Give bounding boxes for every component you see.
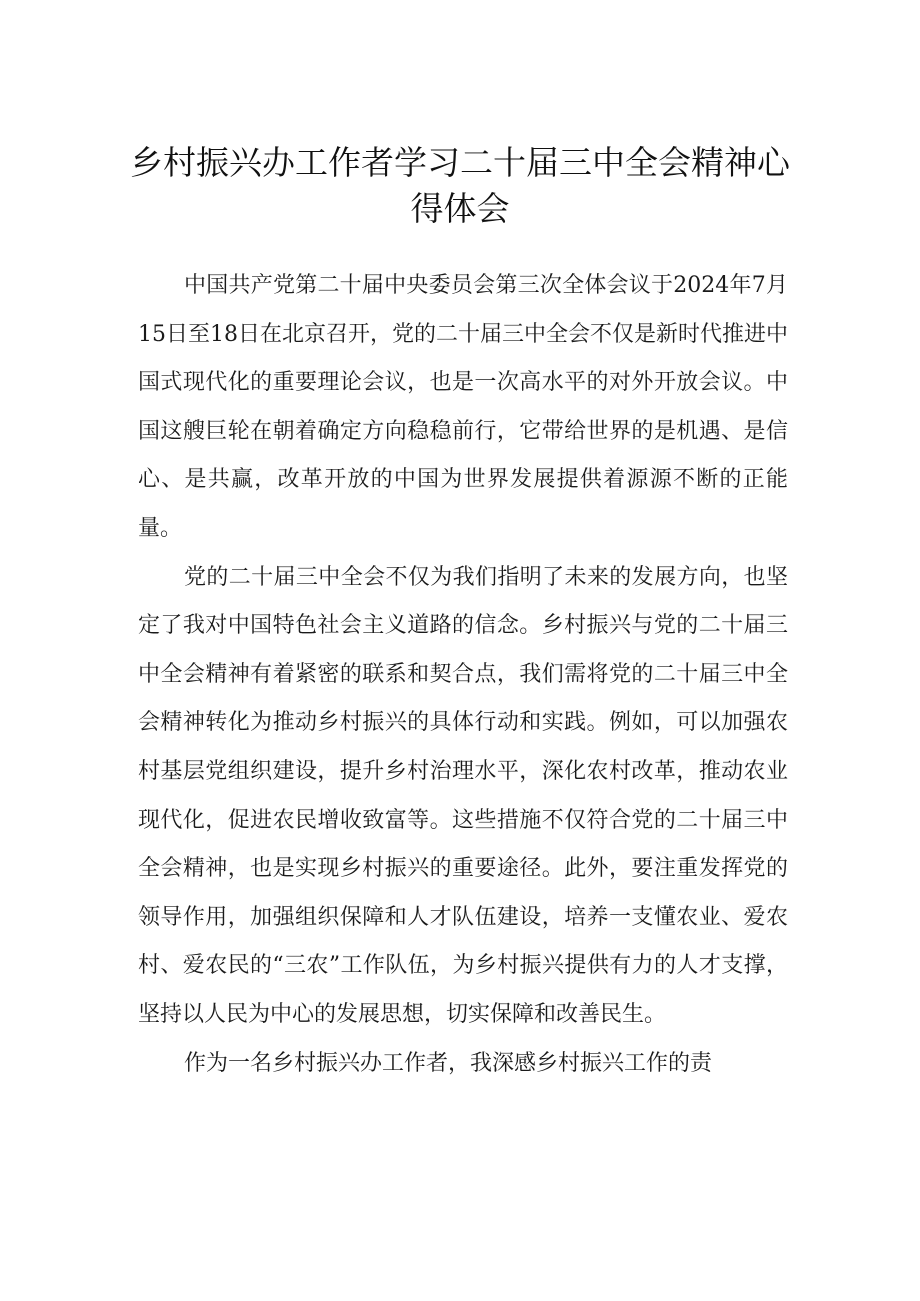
document-body [138, 262, 788, 1088]
paragraph-2: 党的二十届三中全会不仅为我们指明了未来的发展方向，也坚定了我对中国特色社会主义道路的信念。乡村振兴与党的二十届三中全会精神有着紧密的联系和契合点，我们需将党的二十届三中全会精神转化为推动乡村振兴的具体行动和实践。例如，可以加强农村基层党组织建设，提升乡村治理水平，深化农村改革，推动农业现代化，促进农民增收致富等。这些措施不仅符合党的二十届三中全会精神，也是实现乡村振兴的重要途径。此外，要注重发挥党的领导作用，加强组织保障和人才队伍建设，培养一支懂农业、爱农村、爱农民的“三农”工作队伍，为乡村振兴提供有力的人才支撑，坚持以人民为中心的发展思想，切实保障和改善民生。 [138, 564, 788, 1027]
document-title: 乡村振兴办工作者学习二十届三中全会精神心得体会 [130, 143, 790, 228]
paragraph-1: 中国共产党第二十届中央委员会第三次全体会议于2024年7月15日至18日在北京召开，党的二十届三中全会不仅是新时代推进中国式现代化的重要理论会议，也是一次高水平的对外开放会议。中国这艘巨轮在朝着确定方向稳稳前行，它带给世界的是机遇、是信心、是共赢，改革开放的中国为世界发展提供着源源不断的正能量。 [138, 273, 788, 541]
paragraph-3: 作为一名乡村振兴办工作者，我深感乡村振兴工作的责 [184, 1050, 713, 1076]
